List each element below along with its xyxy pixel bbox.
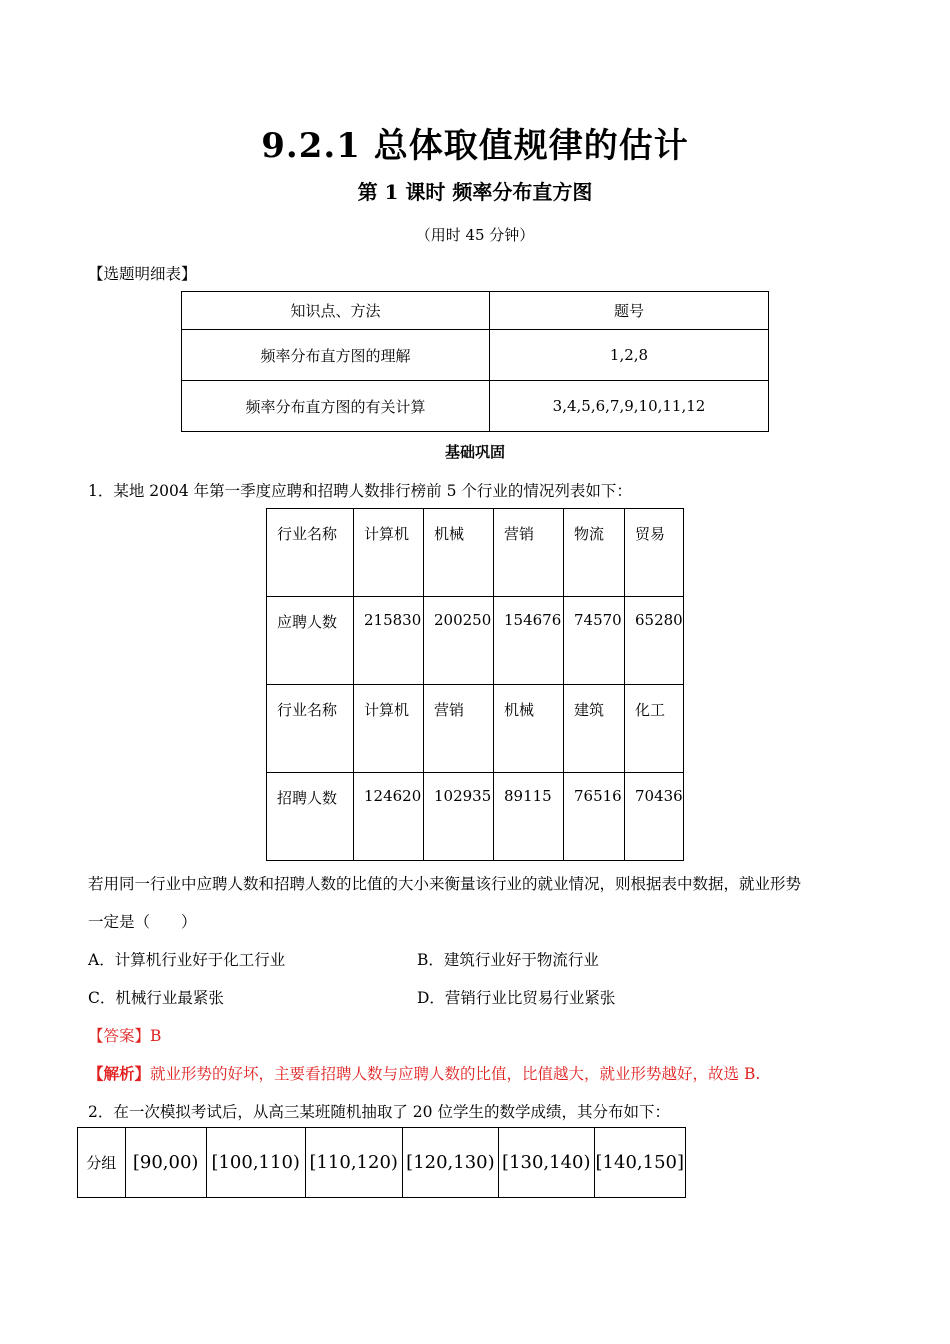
table-cell: 建筑 xyxy=(564,685,625,773)
table-cell: 行业名称 xyxy=(267,509,354,597)
detail-table xyxy=(181,291,769,432)
q1-option-c: C．机械行业最紧张 xyxy=(88,989,224,1007)
analysis-text: 就业形势的好坏，主要看招聘人数与应聘人数的比值，比值越大，就业形势越好，故选 B. xyxy=(150,1065,761,1083)
detail-cell: 1,2,8 xyxy=(490,330,769,381)
q2-table xyxy=(77,1127,686,1198)
table-cell: 招聘人数 xyxy=(267,773,354,861)
answer-value: B xyxy=(150,1027,162,1045)
q1-option-d: D．营销行业比贸易行业紧张 xyxy=(417,989,616,1007)
table-cell: 70436 xyxy=(625,773,684,861)
table-cell: [120,130) xyxy=(402,1128,498,1198)
table-cell: 营销 xyxy=(424,685,494,773)
table-cell: 计算机 xyxy=(354,509,424,597)
detail-header-number: 题号 xyxy=(490,292,769,330)
table-cell: 分组 xyxy=(78,1128,126,1198)
table-cell: 物流 xyxy=(564,509,625,597)
q1-stem: 1．某地 2004 年第一季度应聘和招聘人数排行榜前 5 个行业的情况列表如下： xyxy=(88,482,632,500)
table-cell: 76516 xyxy=(564,773,625,861)
q1-table xyxy=(266,508,684,861)
answer-label: 【答案】 xyxy=(88,1027,151,1045)
table-cell: 74570 xyxy=(564,597,625,685)
table-cell: 应聘人数 xyxy=(267,597,354,685)
table-cell: [100,110) xyxy=(206,1128,305,1198)
q1-question-line2: 一定是（ ） xyxy=(88,913,197,931)
table-cell: [90,00) xyxy=(125,1128,206,1198)
table-cell: 贸易 xyxy=(625,509,684,597)
table-cell: 65280 xyxy=(625,597,684,685)
table-cell: 化工 xyxy=(625,685,684,773)
detail-cell: 频率分布直方图的有关计算 xyxy=(182,381,490,432)
q1-option-a: A．计算机行业好于化工行业 xyxy=(88,951,286,969)
table-cell: 营销 xyxy=(494,509,564,597)
q1-option-b: B．建筑行业好于物流行业 xyxy=(417,951,599,969)
table-cell: 124620 xyxy=(354,773,424,861)
table-cell: 机械 xyxy=(424,509,494,597)
detail-cell: 3,4,5,6,7,9,10,11,12 xyxy=(490,381,769,432)
table-cell: 行业名称 xyxy=(267,685,354,773)
table-cell: [110,120) xyxy=(305,1128,402,1198)
detail-cell: 频率分布直方图的理解 xyxy=(182,330,490,381)
table-cell: 215830 xyxy=(354,597,424,685)
analysis-label: 【解析】 xyxy=(88,1064,151,1083)
table-cell: 102935 xyxy=(424,773,494,861)
table-cell: 154676 xyxy=(494,597,564,685)
table-cell: 200250 xyxy=(424,597,494,685)
detail-table-label: 【选题明细表】 xyxy=(88,265,197,283)
table-cell: [130,140) xyxy=(499,1128,594,1198)
section-heading: 基础巩固 xyxy=(444,443,505,461)
q1-analysis xyxy=(88,1062,760,1084)
table-cell: [140,150] xyxy=(594,1128,685,1198)
q1-answer xyxy=(88,1024,161,1046)
table-cell: 89115 xyxy=(494,773,564,861)
page-title: 9.2.1 总体取值规律的估计 xyxy=(261,126,689,166)
table-cell: 计算机 xyxy=(354,685,424,773)
time-note: （用时 45 分钟） xyxy=(415,226,535,244)
q1-question-line1: 若用同一行业中应聘人数和招聘人数的比值的大小来衡量该行业的就业情况，则根据表中数据，就业形势 xyxy=(88,875,802,893)
detail-header-knowledge: 知识点、方法 xyxy=(182,292,490,330)
table-cell: 机械 xyxy=(494,685,564,773)
lesson-subtitle: 第 1 课时 频率分布直方图 xyxy=(357,180,593,204)
q2-stem: 2．在一次模拟考试后，从高三某班随机抽取了 20 位学生的数学成绩，其分布如下： xyxy=(88,1103,670,1121)
